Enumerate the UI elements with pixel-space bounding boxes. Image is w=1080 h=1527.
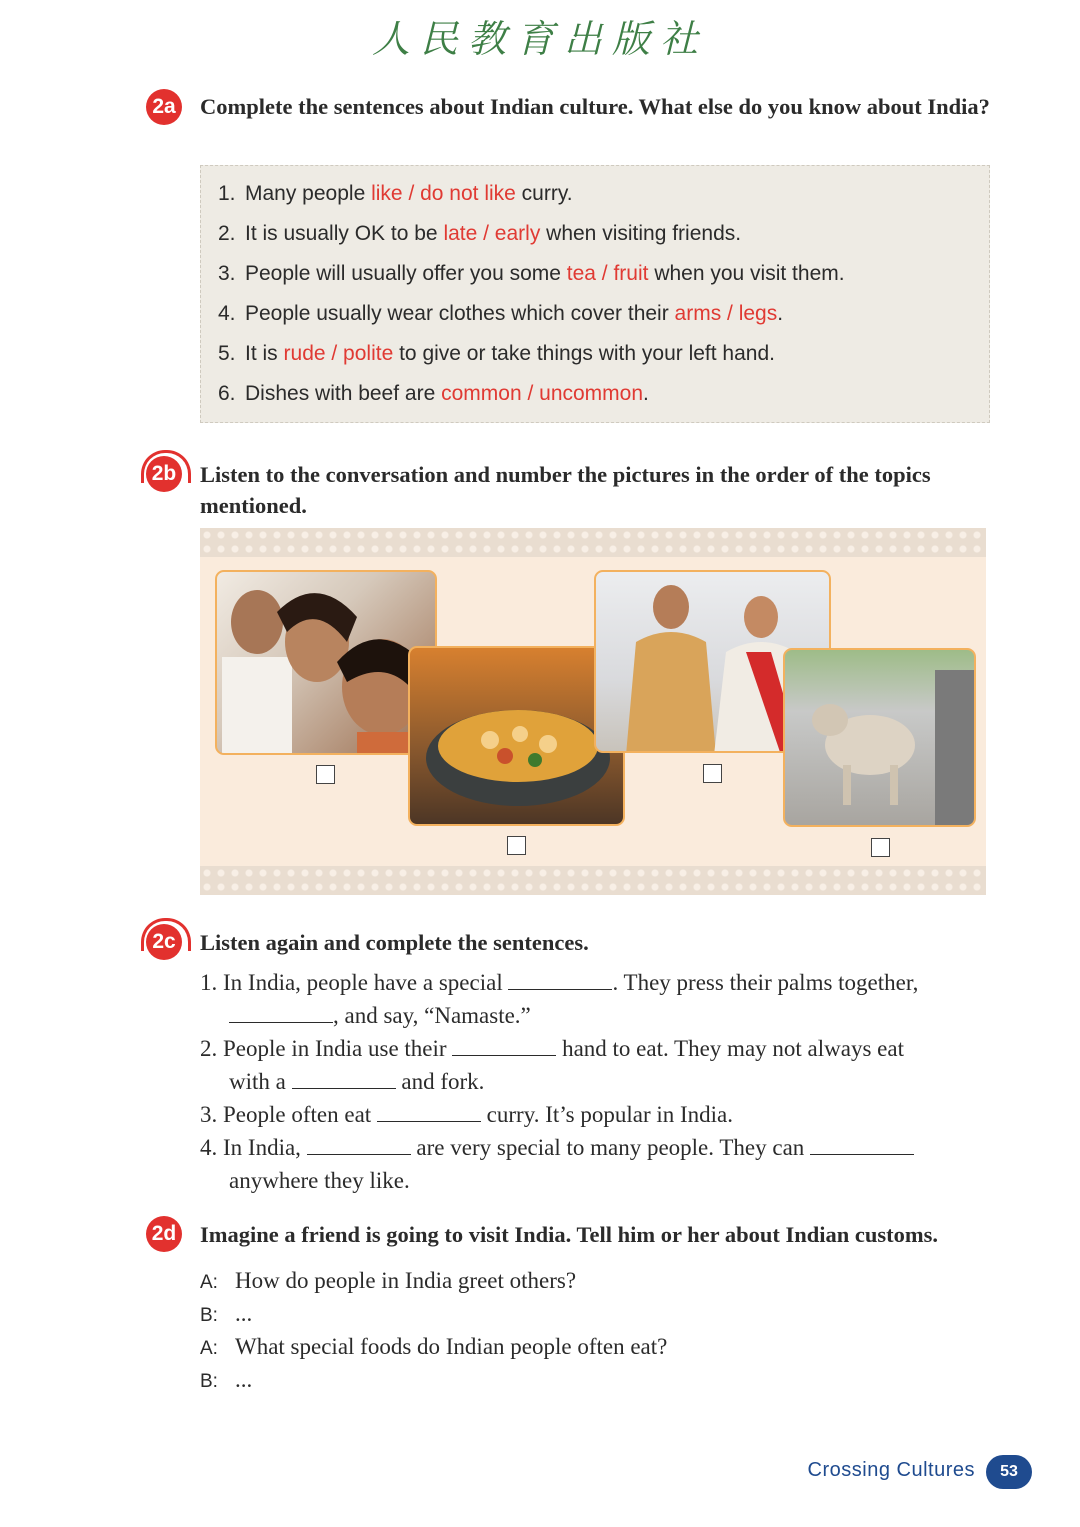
section-2a-sentence-panel xyxy=(200,165,990,423)
section-2b-audio-badge: 2b xyxy=(146,456,182,492)
picture-panel xyxy=(200,528,986,895)
checkbox-curry-photo[interactable] xyxy=(507,836,526,855)
photo-curry-dish xyxy=(408,646,625,826)
family-illustration xyxy=(217,572,437,755)
publisher-logo: 人民教育出版社 xyxy=(371,17,708,61)
section-2c-instruction: Listen again and complete the sentences. xyxy=(200,930,589,955)
curry-illustration xyxy=(410,648,625,826)
cow-illustration xyxy=(785,650,976,827)
section-2b-instruction: Listen to the conversation and number the pictures in the order of the topics mentioned. xyxy=(200,462,931,518)
answer-blank[interactable] xyxy=(508,968,612,990)
answer-blank[interactable] xyxy=(452,1034,556,1056)
unit-title: Crossing Cultures xyxy=(807,1459,975,1481)
option-choice[interactable]: like / do not like xyxy=(371,182,516,205)
section-2d-dialogue xyxy=(200,1264,667,1396)
section-2a-instruction: Complete the sentences about Indian culture. What else do you know about India? xyxy=(200,94,990,119)
sentence-2a-5: 5. It is rude / polite to give or take things with your left hand. xyxy=(218,342,775,365)
page-number: 53 xyxy=(986,1455,1032,1489)
dialogue-line: A: How do people in India greet others? xyxy=(200,1268,577,1293)
option-choice[interactable]: arms / legs xyxy=(674,302,778,325)
sentence-2c-3: 3. People often eat curry. It’s popular in India. xyxy=(200,1102,734,1127)
photo-family-eating-with-hands xyxy=(215,570,437,755)
answer-blank[interactable] xyxy=(307,1133,411,1155)
option-choice[interactable]: tea / fruit xyxy=(566,262,649,285)
dialogue-line: A: What special foods do Indian people often eat? xyxy=(200,1334,668,1359)
dialogue-line: B: ... xyxy=(200,1301,253,1326)
checkbox-couple-photo[interactable] xyxy=(703,764,722,783)
sentence-2a-4: 4. People usually wear clothes which cover their arms / legs. xyxy=(218,302,784,325)
answer-blank[interactable] xyxy=(377,1100,481,1122)
answer-blank[interactable] xyxy=(229,1001,333,1023)
section-2d-instruction: Imagine a friend is going to visit India. Tell him or her about Indian customs. xyxy=(200,1222,939,1247)
sentence-2a-3: 3. People will usually offer you some tea / fruit when you visit them. xyxy=(218,262,845,285)
decorative-border-bottom xyxy=(200,866,986,895)
section-2c-sentences: 1. In India, people have a special . They press their palms together, , and say, “Namaste.” 2. People in India use their hand to eat. They may not always eat with a and fork. 3. People often eat curry. It’s popular in India. 4. In India, are very special to many people. They can anywhere they like. xyxy=(200,966,1000,1197)
option-choice[interactable]: late / early xyxy=(443,222,541,245)
photo-cow-on-road xyxy=(783,648,976,827)
decorative-border-top xyxy=(200,528,986,557)
sentence-2a-1: 1. Many people like / do not like curry. xyxy=(218,182,573,205)
checkbox-family-photo[interactable] xyxy=(316,765,335,784)
section-2d-badge: 2d xyxy=(146,1216,182,1252)
sentence-2c-2: 2. People in India use their hand to eat. They may not always eat xyxy=(200,1036,904,1061)
sentence-2a-2: 2. It is usually OK to be late / early when visiting friends. xyxy=(218,222,742,245)
dialogue-line: B: ... xyxy=(200,1367,253,1392)
section-2a-badge: 2a xyxy=(146,89,182,125)
checkbox-cow-photo[interactable] xyxy=(871,838,890,857)
option-choice[interactable]: rude / polite xyxy=(283,342,394,365)
answer-blank[interactable] xyxy=(292,1067,396,1089)
sentence-2a-6: 6. Dishes with beef are common / uncommon. xyxy=(218,382,649,405)
sentence-2c-1: 1. In India, people have a special . They press their palms together, xyxy=(200,970,919,995)
answer-blank[interactable] xyxy=(810,1133,914,1155)
option-choice[interactable]: common / uncommon xyxy=(441,382,644,405)
sentence-2c-4: 4. In India, are very special to many people. They can xyxy=(200,1131,1000,1164)
section-2c-audio-badge: 2c xyxy=(146,924,182,960)
